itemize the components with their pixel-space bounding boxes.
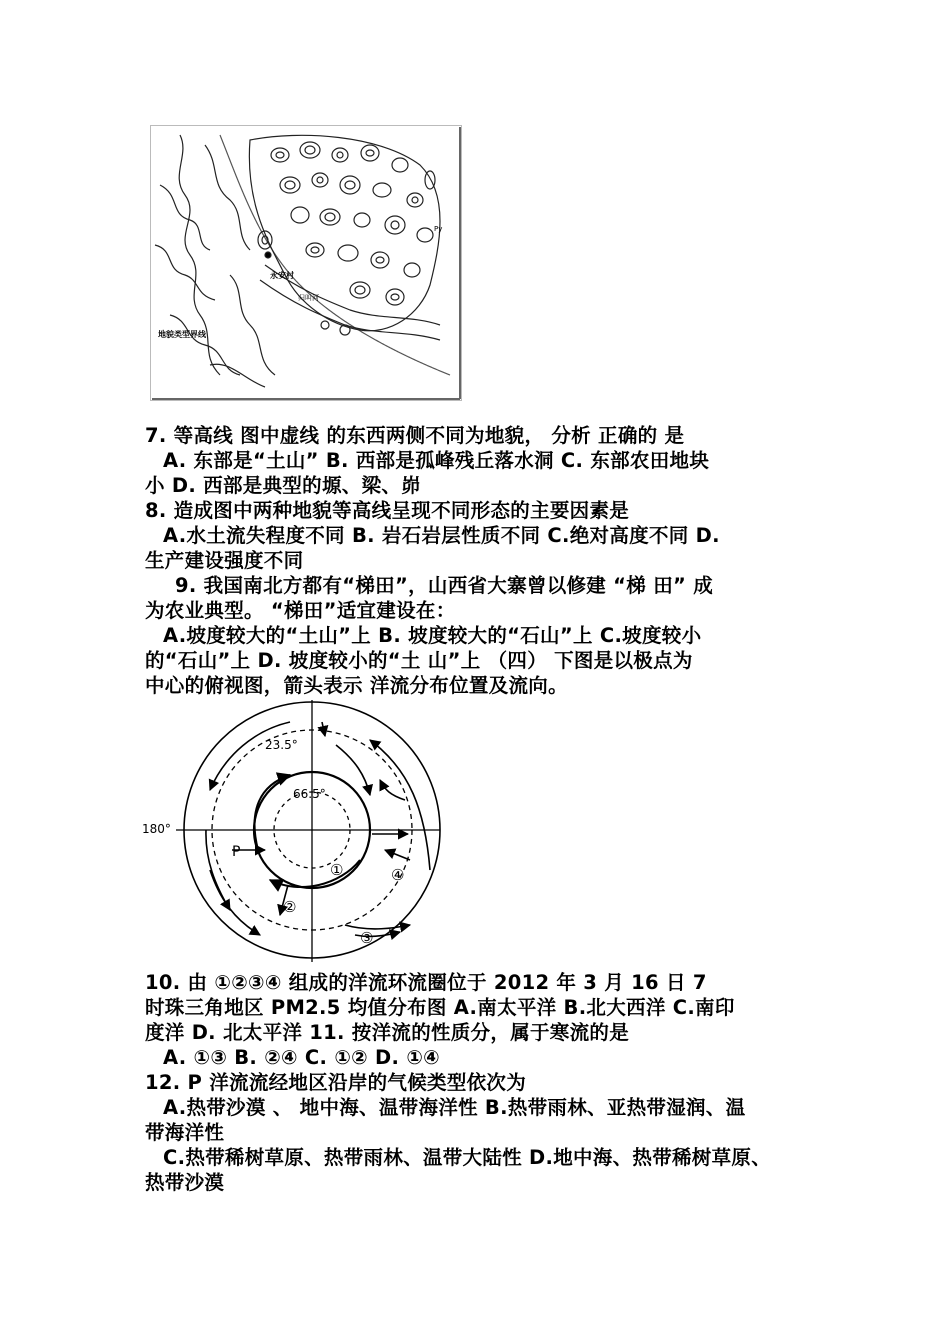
questions-10-12 [145, 970, 825, 1195]
side-label: Py [434, 225, 443, 233]
q9-options-line2: 的“石山”上 D. 坡度较小的“土 山”上 （四） 下图是以极点为 [145, 649, 693, 672]
current-3-label: ③ [360, 929, 374, 947]
q12-options-line1: A.热带沙漠 、 地中海、温带海洋性 B.热带雨林、亚热带湿润、温 [163, 1096, 746, 1119]
q7-stem: 7. 等高线 图中虚线 的东西两侧不同为地貌， 分析 正确的 是 [145, 424, 685, 447]
q9-stem: 9. 我国南北方都有“梯田”，山西省大寨曾以修建 “梯 田” 成 [175, 574, 713, 597]
q10-stem-line2: 时珠三角地区 PM2.5 均值分布图 A.南太平洋 B.北大西洋 C.南印 [145, 996, 735, 1019]
q7-options-line1: A. 东部是“土山” B. 西部是孤峰残丘落水洞 C. 东部农田地块 [163, 449, 710, 472]
q12-stem: 12. P 洋流流经地区沿岸的气候类型依次为 [145, 1071, 527, 1094]
q10-q11-line: 度洋 D. 北太平洋 11. 按洋流的性质分，属于寒流的是 [145, 1021, 629, 1044]
current-2-label: ② [283, 898, 297, 916]
ocean-current-diagram [140, 700, 445, 962]
q7-options-line2: 小 D. 西部是典型的塬、梁、峁 [145, 474, 421, 497]
questions-7-9 [145, 423, 825, 698]
current-4-label: ④ [391, 866, 405, 884]
q12-options-line3: C.热带稀树草原、热带雨林、温带大陆性 D.地中海、热带稀树草原、 [163, 1146, 772, 1169]
q8-options-line1: A.水土流失程度不同 B. 岩石岩层性质不同 C.绝对高度不同 D. [163, 524, 720, 547]
q11-options: A. ①③ B. ②④ C. ①② D. ①④ [163, 1046, 440, 1069]
latitude-outer-label: 23.5° [265, 738, 298, 752]
current-1-label: ① [330, 861, 344, 879]
legend-label: 地貌类型界线 [158, 330, 206, 339]
village-label: 永安村 [270, 271, 294, 280]
q9-stem-line2: 为农业典型。 “梯田”适宜建设在： [145, 599, 456, 622]
current-p-label: P [232, 844, 241, 860]
q8-stem: 8. 造成图中两种地貌等高线呈现不同形态的主要因素是 [145, 499, 630, 522]
latitude-inner-label: 66.5° [293, 787, 326, 801]
q12-options-line4: 热带沙漠 [145, 1171, 225, 1194]
section-intro: 中心的俯视图，箭头表示 洋流分布位置及流向。 [145, 674, 568, 697]
q8-options-line2: 生产建设强度不同 [145, 549, 304, 572]
topographic-map-figure [150, 125, 462, 401]
q12-options-line2: 带海洋性 [145, 1121, 225, 1144]
q9-options-line1: A.坡度较大的“土山”上 B. 坡度较大的“石山”上 C.坡度较小 [163, 624, 702, 647]
q10-stem: 10. 由 ①②③④ 组成的洋流环流圈位于 2012 年 3 月 16 日 7 [145, 971, 707, 994]
longitude-label: 180° [142, 822, 171, 836]
river-label: 归叫河 [298, 294, 319, 302]
